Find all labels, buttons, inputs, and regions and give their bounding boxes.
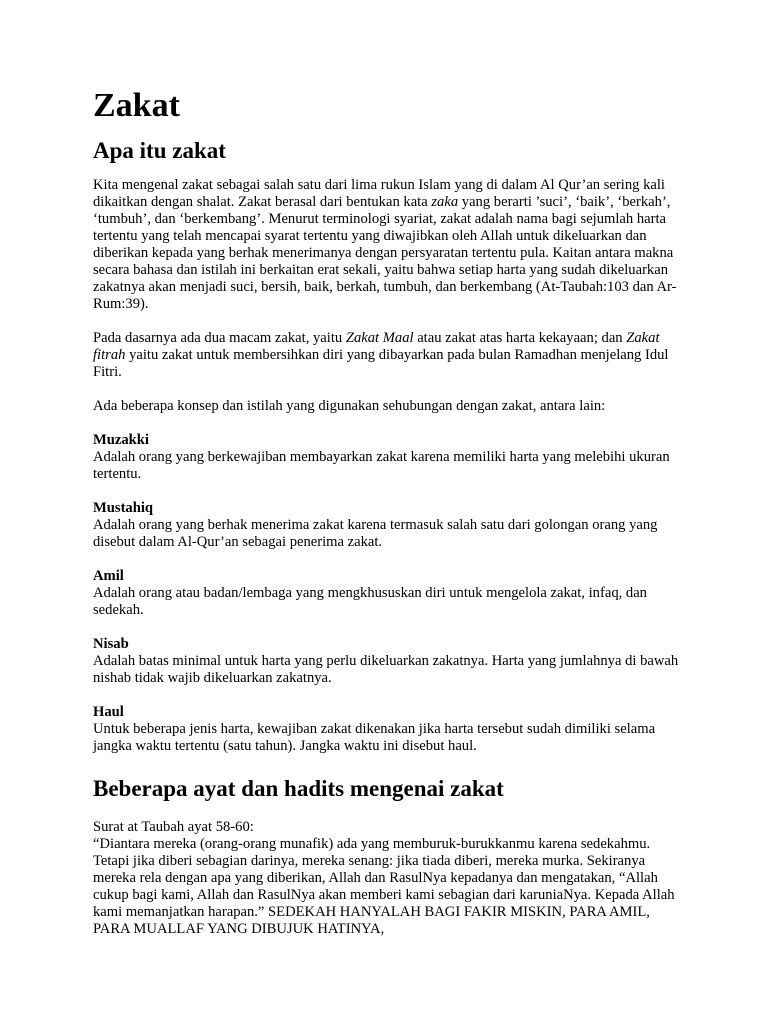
- verse-source: Surat at Taubah ayat 58-60:: [93, 819, 254, 835]
- document-title: Zakat: [93, 87, 180, 124]
- section-heading-ayat-hadits: Beberapa ayat dan hadits mengenai zakat: [93, 776, 504, 801]
- paragraph-concepts-intro: Ada beberapa konsep dan istilah yang digunakan sehubungan dengan zakat, antara lain:: [93, 398, 606, 414]
- term-definition: Adalah orang yang berkewajiban membayarkan zakat karena memiliki harta yang melebihi ukuran tertentu.: [93, 449, 670, 482]
- term-label: Muzakki: [93, 432, 149, 448]
- text-run: yaitu zakat untuk membersihkan diri yang dibayarkan pada bulan Ramadhan menjelang Idul Fitri.: [93, 347, 669, 380]
- paragraph-types-of-zakat: [93, 330, 688, 381]
- term-definition: Adalah orang atau badan/lembaga yang mengkhususkan diri untuk mengelola zakat, infaq, dan sedekah.: [93, 585, 647, 618]
- text-run: Kita mengenal zakat sebagai salah satu dari lima rukun Islam yang di dalam Al Qur’an sering kali dikaitkan dengan shalat. Zakat berasal dari bentukan kata: [93, 177, 665, 210]
- text-run: Pada dasarnya ada dua macam zakat, yaitu: [93, 330, 346, 346]
- italic-term: zaka: [431, 194, 459, 210]
- paragraph-definition: [93, 177, 688, 313]
- term-haul: [93, 704, 688, 755]
- section-heading-apa-itu-zakat: Apa itu zakat: [93, 138, 226, 163]
- term-nisab: [93, 636, 688, 687]
- term-amil: [93, 568, 688, 619]
- term-label: Mustahiq: [93, 500, 154, 516]
- term-definition: Adalah batas minimal untuk harta yang perlu dikeluarkan zakatnya. Harta yang jumlahnya di bawah nishab tidak wajib dikeluarkan zakatnya.: [93, 653, 679, 686]
- text-run: atau zakat atas harta kekayaan; dan: [413, 330, 627, 346]
- italic-term: Zakat fitrah: [93, 330, 660, 363]
- text-run: yang berarti ’suci’, ‘baik’, ‘berkah’, ‘tumbuh’, dan ‘berkembang’. Menurut terminologi syariat, zakat adalah nama bagi sejumlah harta tertentu yang telah mencapai syarat tertentu yang diwajibkan oleh Allah untuk dikeluarkan dan diberikan kepada yang berhak menerimanya dengan persyaratan tertentu pula. Kaitan antara makna secara bahasa dan istilah ini berkaitan erat sekali, yaitu bahwa setiap harta yang sudah dikeluarkan zakatnya akan menjadi suci, bersih, baik, berkah, tumbuh, dan berkembang (At-Taubah:103 dan Ar-Rum:39).: [93, 194, 677, 312]
- verse-block: [93, 819, 688, 938]
- verse-quote: “Diantara mereka (orang-orang munafik) ada yang memburuk-burukkanmu karena sedekahmu. Tetapi jika diberi sebagian darinya, mereka senang: jika tiada diberi, mereka murka. Sekiranya mereka rela dengan apa yang diberikan, Allah dan RasulNya kepadanya dan mengatakan, “Allah cukup bagi kami, Allah dan RasulNya akan memberi kami sebagian dari karuniaNya. Kepada Allah kami memanjatkan harapan.” SEDEKAH HANYALAH BAGI FAKIR MISKIN, PARA AMIL, PARA MUALLAF YANG DIBUJUK HATINYA,: [93, 836, 675, 937]
- term-label: Nisab: [93, 636, 129, 652]
- term-definition: Untuk beberapa jenis harta, kewajiban zakat dikenakan jika harta tersebut sudah dimiliki selama jangka waktu tertentu (satu tahun). Jangka waktu ini disebut haul.: [93, 721, 656, 754]
- italic-term: Zakat Maal: [345, 330, 414, 346]
- term-label: Amil: [93, 568, 124, 584]
- term-definition: Adalah orang yang berhak menerima zakat karena termasuk salah satu dari golongan orang yang disebut dalam Al-Qur’an sebagai penerima zakat.: [93, 517, 658, 550]
- term-mustahiq: [93, 500, 688, 551]
- term-label: Haul: [93, 704, 124, 720]
- term-muzakki: [93, 432, 688, 483]
